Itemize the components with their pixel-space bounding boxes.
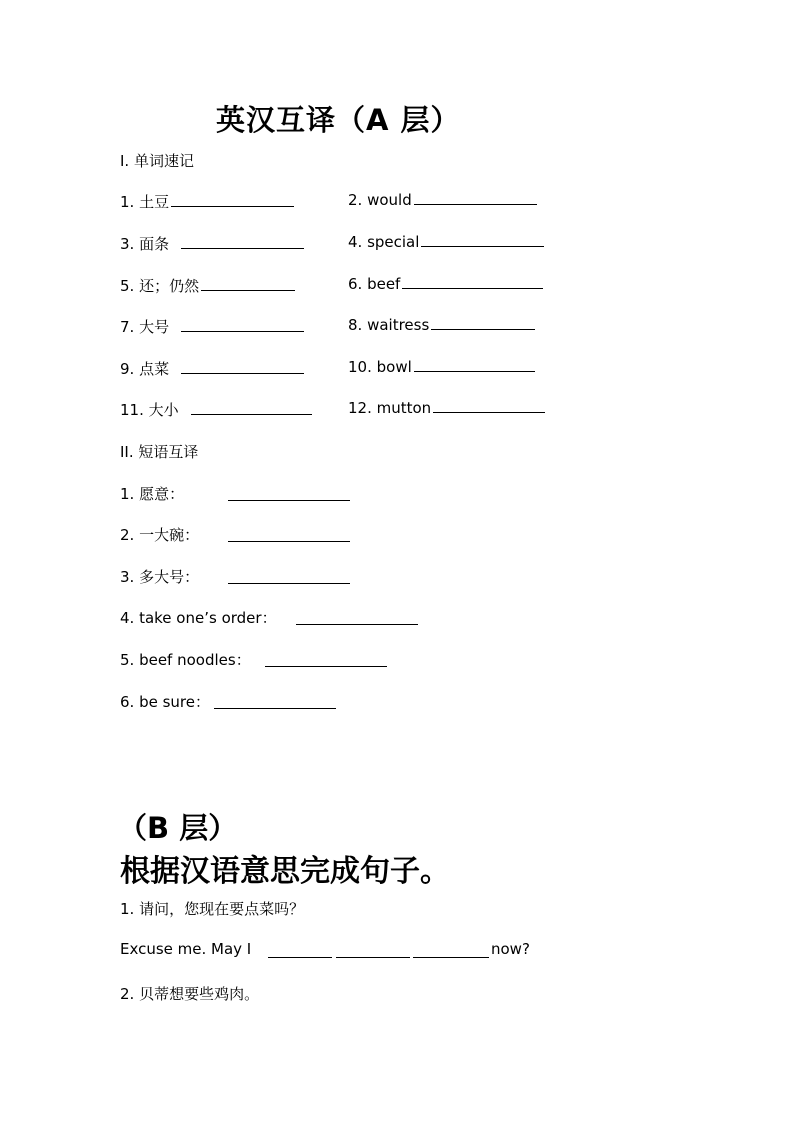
word-item-12 [348,399,545,417]
word-item-3 [120,233,304,254]
phrase-item-6 [120,691,210,712]
answer-blank[interactable] [214,708,336,709]
answer-blank[interactable] [181,247,304,249]
word-item-label: 4. special [348,233,420,251]
answer-blank[interactable] [201,289,295,291]
word-item-label: 3. 面条 [120,235,170,253]
word-item-label: 12. mutton [348,399,432,417]
phrase-item-4 [120,607,277,628]
phrase-item-label: 6. be sure： [120,693,210,711]
answer-blank[interactable] [228,583,350,584]
answer-blank[interactable] [171,205,294,207]
answer-blank[interactable] [268,957,332,958]
level-b-heading: 根据汉语意思完成句子。 [120,854,450,889]
word-item-8 [348,316,535,334]
word-item-2 [348,191,537,209]
phrase-item-3 [120,566,199,587]
answer-blank[interactable] [414,370,535,372]
answer-blank[interactable] [433,411,545,413]
word-item-6 [348,275,543,293]
sentence-2-prompt: 2. 贝蒂想要些鸡肉。 [120,985,260,1003]
answer-blank[interactable] [336,957,410,958]
answer-blank[interactable] [228,541,350,542]
section-1-heading: I. 单词速记 [120,152,194,170]
word-item-label: 11. 大小 [120,401,179,419]
word-item-label: 2. would [348,191,412,209]
answer-blank[interactable] [421,245,544,247]
answer-blank[interactable] [414,203,537,205]
page-title: 英汉互译（A 层） [216,103,461,137]
word-item-9 [120,358,304,379]
phrase-item-1 [120,483,184,504]
word-item-label: 5. 还；仍然 [120,277,200,295]
word-item-5 [120,275,295,296]
phrase-item-label: 1. 愿意： [120,485,185,503]
answer-blank[interactable] [228,500,350,501]
answer-blank[interactable] [181,372,304,374]
phrase-item-label: 4. take one’s order： [120,609,277,627]
phrase-item-2 [120,524,199,545]
word-item-11 [120,399,312,420]
word-item-label: 1. 土豆 [120,193,170,211]
answer-blank[interactable] [413,957,489,958]
word-item-4 [348,233,544,251]
answer-blank[interactable] [181,330,304,332]
phrase-item-label: 3. 多大号： [120,568,200,586]
sentence-prefix: Excuse me. May I [120,940,252,958]
word-item-label: 8. waitress [348,316,430,334]
level-b-label: （B 层） [118,811,238,845]
word-item-1 [120,191,294,212]
word-item-label: 7. 大号 [120,318,170,336]
phrase-item-label: 2. 一大碗： [120,526,200,544]
sentence-suffix: now? [491,940,530,958]
word-item-7 [120,316,304,337]
section-2-heading: II. 短语互译 [120,443,199,461]
phrase-item-5 [120,649,251,670]
word-item-label: 9. 点菜 [120,360,170,378]
sentence-1-prompt: 1. 请问，您现在要点菜吗？ [120,900,305,918]
answer-blank[interactable] [265,666,387,667]
answer-blank[interactable] [402,287,543,289]
answer-blank[interactable] [431,328,535,330]
word-item-label: 10. bowl [348,358,412,376]
word-item-label: 6. beef [348,275,401,293]
phrase-item-label: 5. beef noodles： [120,651,251,669]
answer-blank[interactable] [296,624,418,625]
word-item-10 [348,358,535,376]
answer-blank[interactable] [191,413,312,415]
sentence-1-line [120,940,251,958]
